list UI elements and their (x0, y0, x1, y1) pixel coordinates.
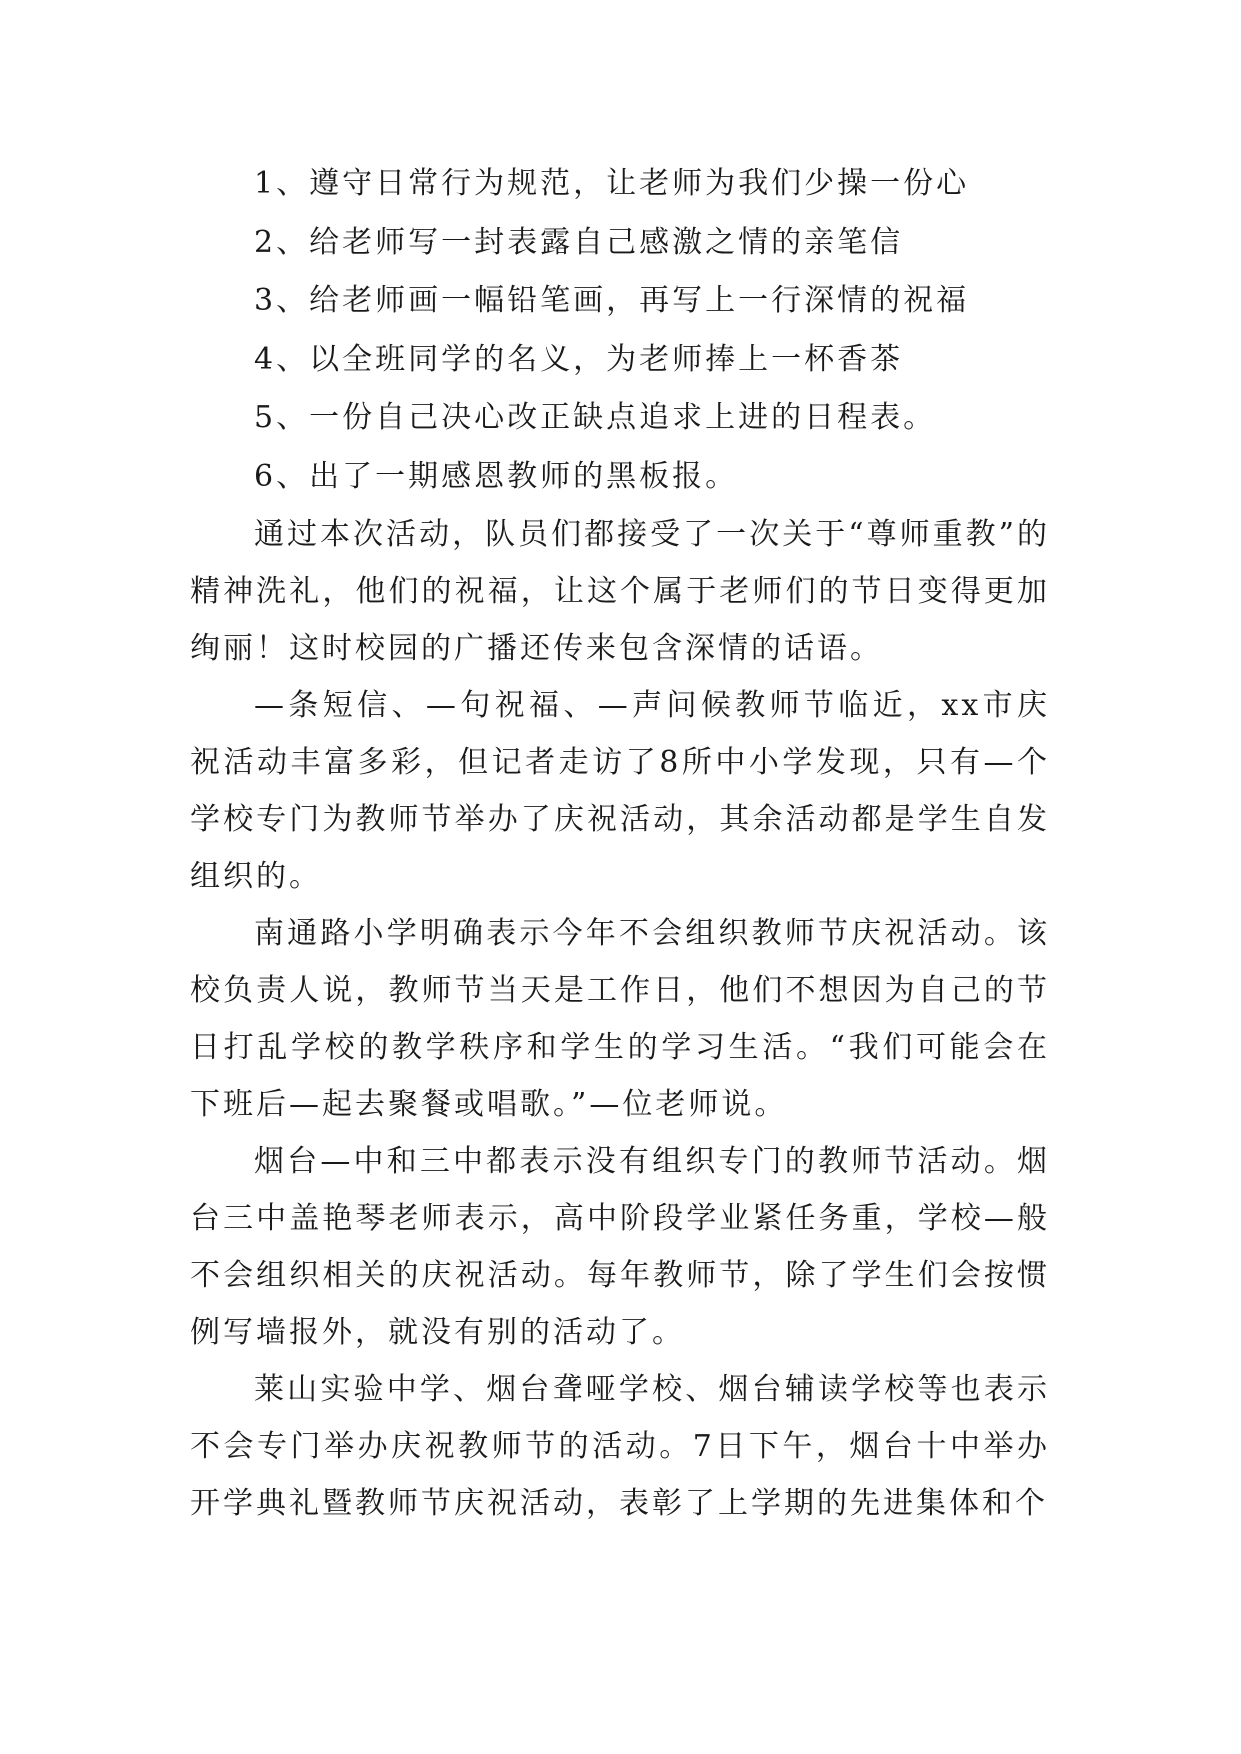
paragraph-nantong-road-school: 南通路小学明确表示今年不会组织教师节庆祝活动。该校负责人说，教师节当天是工作日，他们不想因为自己的节日打乱学校的教学秩序和学生的学习生活。“我们可能会在下班后—起去聚餐或唱歌。”—位老师说。 (190, 916, 1050, 1122)
document-page (190, 155, 1050, 1532)
list-item-6: 6、出了一期感恩教师的黑板报。 (254, 458, 739, 494)
list-item-1: 1、遵守日常行为规范，让老师为我们少操一份心 (254, 166, 970, 201)
paragraph-laishan-schools: 莱山实验中学、烟台聋哑学校、烟台辅读学校等也表示不会专门举办庆祝教师节的活动。7日下午，烟台十中举办开学典礼暨教师节庆祝活动，表彰了上学期的先进集体和个 (190, 1372, 1050, 1521)
list-item-2: 2、给老师写一封表露自己感激之情的亲笔信 (254, 224, 904, 260)
list-item-5: 5、一份自己决心改正缺点追求上进的日程表。 (254, 400, 937, 435)
list-item-3: 3、给老师画一幅铅笔画，再写上一行深情的祝福 (254, 283, 970, 318)
paragraph-city-celebrations: —条短信、—句祝福、—声问候教师节临近，xx市庆祝活动丰富多彩，但记者走访了8所中小学发现，只有—个学校专门为教师节举办了庆祝活动，其余活动都是学生自发组织的。 (190, 688, 1050, 894)
list-item-4: 4、以全班同学的名义，为老师捧上一杯香茶 (254, 341, 904, 377)
paragraph-activity-summary: 通过本次活动，队员们都接受了一次关于“尊师重教”的精神洗礼，他们的祝福，让这个属于老师们的节日变得更加绚丽！这时校园的广播还传来包含深情的话语。 (190, 517, 1050, 666)
paragraph-yantai-schools: 烟台—中和三中都表示没有组织专门的教师节活动。烟台三中盖艳琴老师表示，高中阶段学业紧任务重，学校—般不会组织相关的庆祝活动。每年教师节，除了学生们会按惯例写墙报外，就没有别的活动了。 (190, 1144, 1050, 1350)
